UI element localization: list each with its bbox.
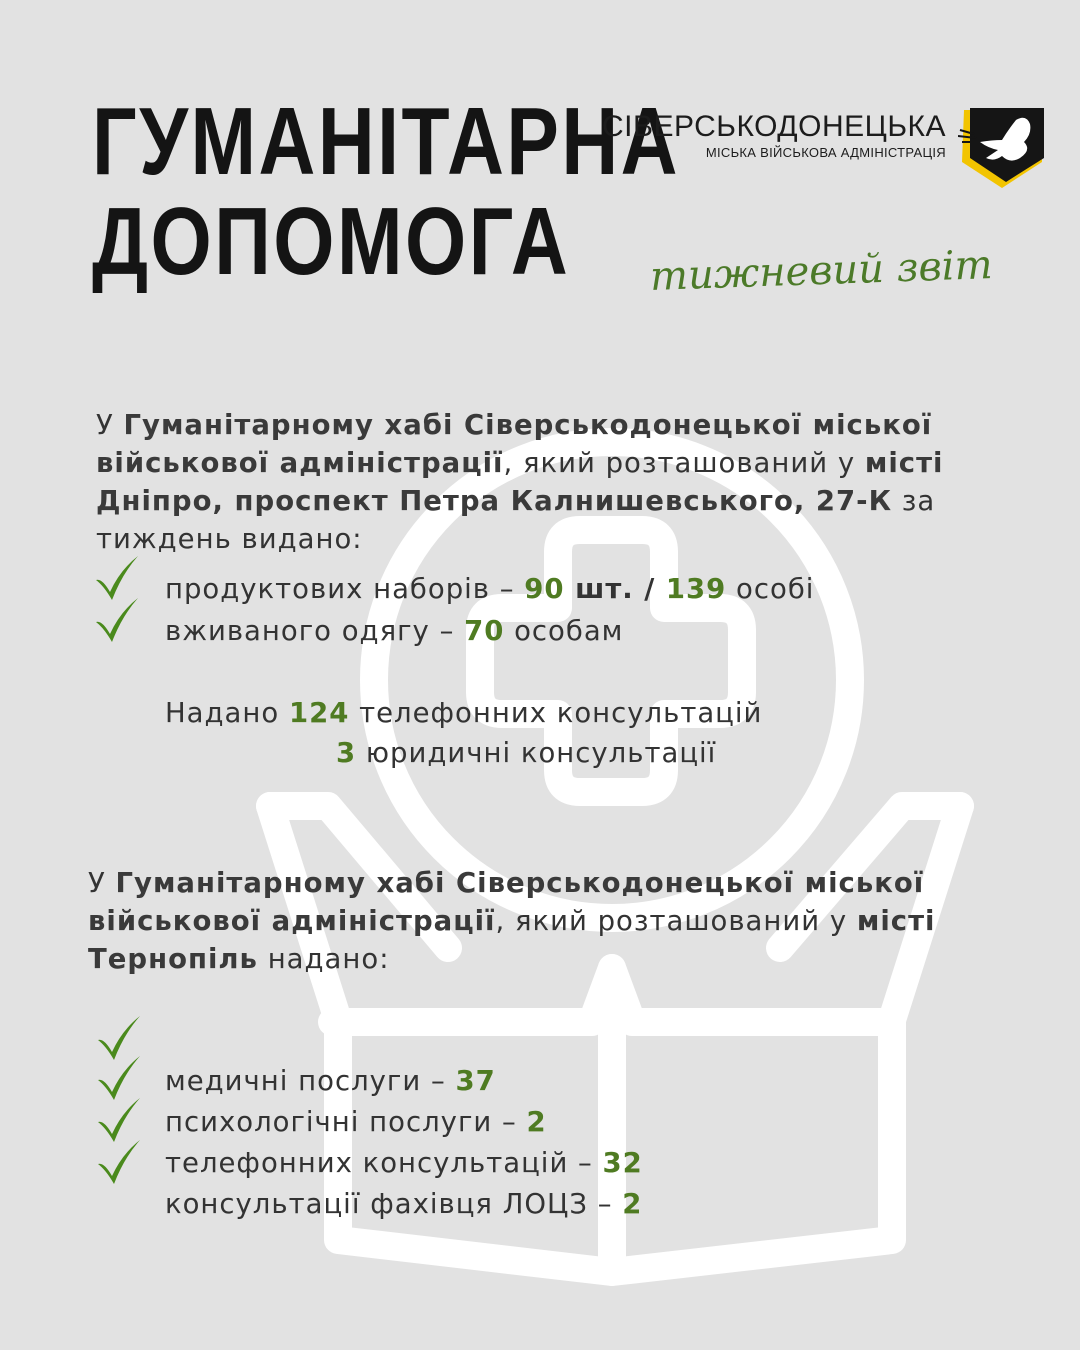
item-label: консультації фахівця ЛОЦЗ –	[165, 1188, 623, 1220]
item-value: 32	[602, 1147, 643, 1179]
intro-text: , який розташований у	[495, 905, 857, 937]
intro-bold: Гуманітарному хабі Сіверськодонецької міської військової адміністрації	[88, 867, 925, 937]
check-icon	[94, 1096, 142, 1144]
item-label: психологічні послуги –	[165, 1106, 527, 1138]
item-label: медичні послуги –	[165, 1065, 456, 1097]
dnipro-intro	[96, 406, 1006, 558]
logo-city-name: СІВЕРСЬКОДОНЕЦЬКА	[601, 110, 946, 143]
item-unit: шт. /	[564, 573, 666, 605]
logo-subtitle: МІСЬКА ВІЙСЬКОВА АДМІНІСТРАЦІЯ	[705, 145, 946, 160]
item-value: 139	[665, 573, 727, 605]
weekly-report-label: тижневий звіт	[649, 242, 994, 300]
item-value: 2	[526, 1106, 547, 1138]
intro-text: У	[96, 409, 124, 441]
item-suffix: особі	[726, 573, 815, 605]
check-icon	[94, 1054, 142, 1102]
item-label: продуктових наборів –	[165, 573, 525, 605]
check-icon	[92, 554, 140, 602]
phone-consultations	[165, 693, 762, 733]
consult-value: 3	[336, 737, 357, 769]
item-suffix: особам	[504, 615, 624, 647]
item-label: телефонних консультацій –	[165, 1147, 603, 1179]
item-label: вживаного одягу –	[165, 615, 465, 647]
intro-text: за тиждень видано:	[96, 485, 936, 555]
ternopil-intro	[88, 864, 1008, 978]
intro-text: , який розташований у	[503, 447, 865, 479]
item-value: 90	[524, 573, 565, 605]
list-item	[165, 611, 623, 651]
item-value: 70	[464, 615, 505, 647]
list-item	[165, 1143, 643, 1183]
intro-bold: Гуманітарному хабі Сіверськодонецької міської військової адміністрації	[96, 409, 933, 479]
consult-label: юридичні консультації	[356, 737, 717, 769]
list-item	[165, 1184, 642, 1224]
dove-emblem-icon	[958, 106, 1046, 190]
legal-consultations	[336, 733, 716, 773]
check-icon	[92, 596, 140, 644]
page-title	[92, 88, 680, 295]
list-item	[165, 1061, 496, 1101]
list-item	[165, 569, 814, 609]
title-line-1: ГУМАНІТАРНА	[92, 88, 680, 195]
consult-label: телефонних консультацій	[349, 697, 763, 729]
intro-bold: місті Дніпро, проспект Петра Калнишевського, 27-К	[96, 447, 944, 517]
consult-value: 124	[288, 697, 350, 729]
item-value: 37	[455, 1065, 496, 1097]
list-item	[165, 1102, 547, 1142]
intro-bold: місті Тернопіль	[88, 905, 936, 975]
check-icon	[94, 1138, 142, 1186]
intro-text: У	[88, 867, 116, 899]
item-value: 2	[622, 1188, 643, 1220]
consult-prefix: Надано	[165, 697, 289, 729]
logo	[594, 110, 946, 162]
intro-text: надано:	[257, 943, 390, 975]
title-line-2: ДОПОМОГА	[92, 188, 571, 295]
